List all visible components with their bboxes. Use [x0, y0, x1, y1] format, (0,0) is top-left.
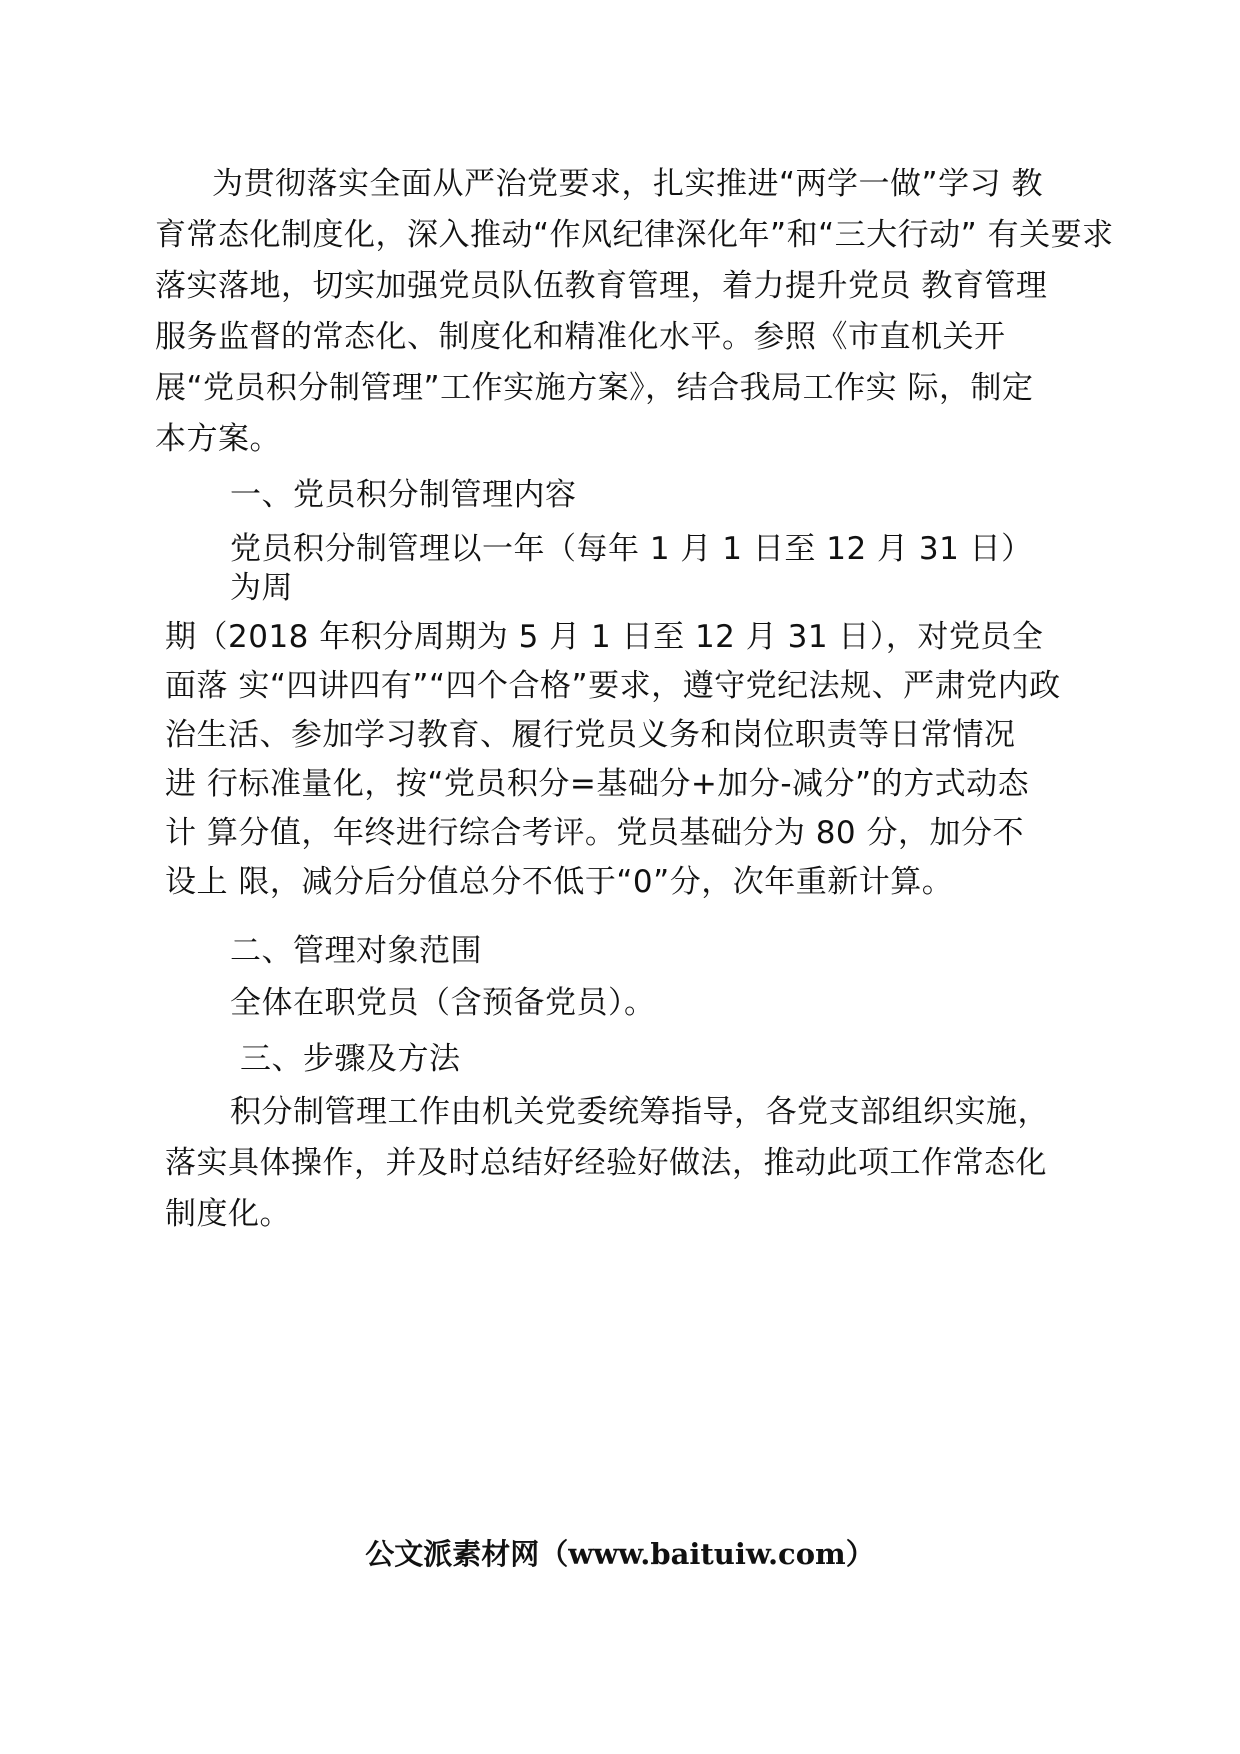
paragraph-intro-line-5: 展“党员积分制管理”工作实施方案》，结合我局工作实 际，制定 — [155, 370, 1034, 406]
paragraph-content-line-8: 设上 限，减分后分值总分不低于“0”分，次年重新计算。 — [165, 864, 954, 900]
section-heading-2: 二、管理对象范围 — [230, 933, 482, 969]
paragraph-content-line-2: 为周 — [230, 570, 293, 606]
paragraph-steps-line-2: 落实具体操作，并及时总结好经验好做法，推动此项工作常态化 — [165, 1145, 1047, 1181]
paragraph-content-line-1: 党员积分制管理以一年（每年 1 月 1 日至 12 月 31 日） — [230, 531, 1033, 567]
paragraph-content-line-6: 进 行标准量化，按“党员积分=基础分+加分-减分”的方式动态 — [165, 766, 1030, 802]
paragraph-intro-line-4: 服务监督的常态化、制度化和精准化水平。参照《市直机关开 — [155, 319, 1006, 355]
paragraph-intro-line-2: 育常态化制度化，深入推动“作风纪律深化年”和“三大行动” 有关要求 — [155, 217, 1114, 253]
paragraph-steps-line-1: 积分制管理工作由机关党委统筹指导，各党支部组织实施， — [230, 1094, 1049, 1130]
paragraph-content-line-4: 面落 实“四讲四有”“四个合格”要求，遵守党纪法规、严肃党内政 — [165, 668, 1061, 704]
section-heading-1: 一、党员积分制管理内容 — [230, 477, 577, 513]
paragraph-scope: 全体在职党员（含预备党员）。 — [230, 985, 656, 1021]
footer-watermark: 公文派素材网（www.baitui​w.com） — [365, 1537, 875, 1571]
paragraph-content-line-5: 治生活、参加学习教育、履行党员义务和岗位职责等日常情况 — [165, 717, 1016, 753]
paragraph-intro-line-3: 落实落地，切实加强党员队伍教育管理，着力提升党员 教育管理 — [155, 268, 1048, 304]
paragraph-content-line-3: 期（2018 年积分周期为 5 月 1 日至 12 月 31 日），对党员全 — [165, 619, 1044, 655]
paragraph-steps-line-3: 制度化。 — [165, 1196, 291, 1232]
paragraph-intro-line-1: 为贯彻落实全面从严治党要求，扎实推进“两学一做”学习 教 — [212, 166, 1043, 202]
paragraph-content-line-7: 计 算分值，年终进行综合考评。党员基础分为 80 分，加分不 — [165, 815, 1025, 851]
paragraph-intro-line-6: 本方案。 — [155, 421, 281, 457]
section-heading-3: 三、步骤及方法 — [240, 1041, 461, 1077]
